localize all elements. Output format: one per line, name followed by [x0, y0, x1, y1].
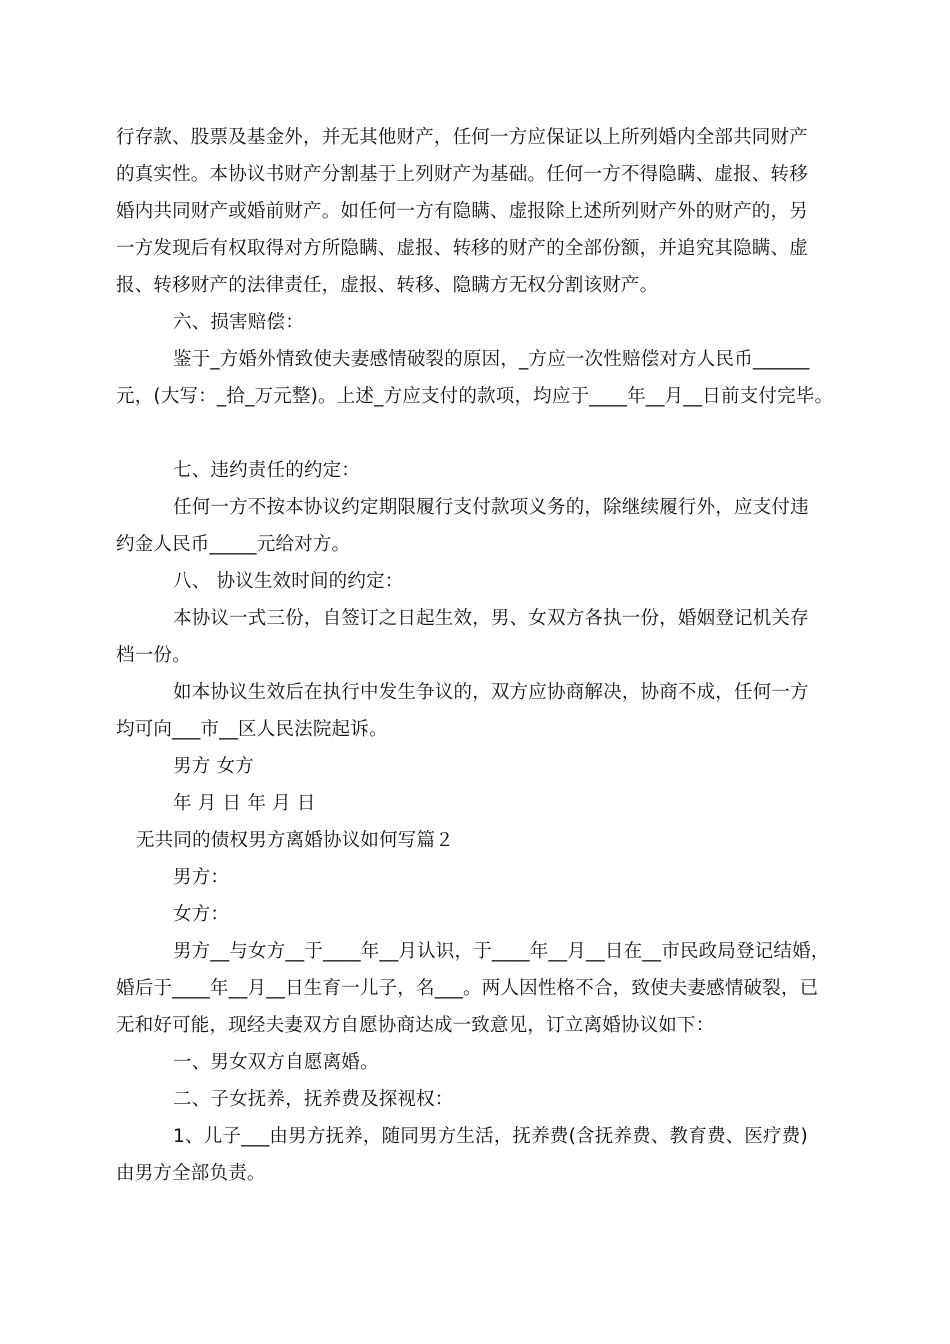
body-text-line: 任何一方不按本协议约定期限履行支付款项义务的，除继续履行外，应支付违	[173, 497, 809, 518]
body-text-line: 行存款、股票及基金外，并无其他财产，任何一方应保证以上所列婚内全部共同财产	[116, 127, 808, 148]
body-text-line: 男方__与女方__于____年__月认识，于____年__月__日在__市民政局登记结婚，	[173, 941, 830, 962]
body-text-line: 婚后于____年__月__日生育一儿子，名___。两人因性格不合，致使夫妻感情破裂，已	[116, 978, 819, 999]
body-text-line: 本协议一式三份，自签订之日起生效，男、女双方各执一份，婚姻登记机关存	[173, 608, 809, 629]
body-text-line: 均可向___市__区人民法院起诉。	[116, 719, 388, 740]
party-female-label: 女方：	[173, 904, 230, 925]
party-male-label: 男方：	[173, 867, 230, 888]
body-text-line: 元，(大写：_拾_万元整)。上述_方应支付的款项，均应于____年__月__日前支付完毕。	[116, 386, 834, 407]
body-text-line: 约金人民币_____元给对方。	[116, 534, 351, 555]
document-title: 无共同的债权男方离婚协议如何写篇２	[136, 830, 454, 851]
section-heading: 七、违约责任的约定：	[173, 460, 361, 481]
section-heading: 六、损害赔偿：	[173, 312, 304, 333]
signature-dates: 年 月 日 年 月 日	[173, 793, 316, 814]
signature-labels: 男方 女方	[173, 756, 254, 777]
body-text-line: 由男方全部负责。	[116, 1163, 266, 1184]
body-text-line: 鉴于_方婚外情致使夫妻感情破裂的原因，_方应一次性赔偿对方人民币______	[173, 349, 810, 370]
body-text-line: 无和好可能，现经夫妻双方自愿协商达成一致意见，订立离婚协议如下：	[116, 1015, 715, 1036]
section-heading: 二、子女抚养，抚养费及探视权：	[173, 1089, 454, 1110]
section-heading: 八、 协议生效时间的约定：	[173, 571, 404, 592]
body-text-line: 1、儿子___由男方抚养，随同男方生活，抚养费(含抚养费、教育费、医疗费)	[173, 1126, 808, 1147]
section-heading: 一、男女双方自愿离婚。	[173, 1052, 379, 1073]
body-text-line: 婚内共同财产或婚前财产。如任何一方有隐瞒、虚报除上述所列财产外的财产的，另	[116, 201, 808, 222]
body-text-line: 报、转移财产的法律责任，虚报、转移、隐瞒方无权分割该财产。	[116, 275, 659, 296]
body-text-line: 一方发现后有权取得对方所隐瞒、虚报、转移的财产的全部份额，并追究其隐瞒、虚	[116, 238, 808, 259]
body-text-line: 档一份。	[116, 645, 191, 666]
body-text-line: 的真实性。本协议书财产分割基于上列财产为基础。任何一方不得隐瞒、虚报、转移	[116, 164, 808, 185]
body-text-line: 如本协议生效后在执行中发生争议的，双方应协商解决，协商不成，任何一方	[173, 682, 809, 703]
